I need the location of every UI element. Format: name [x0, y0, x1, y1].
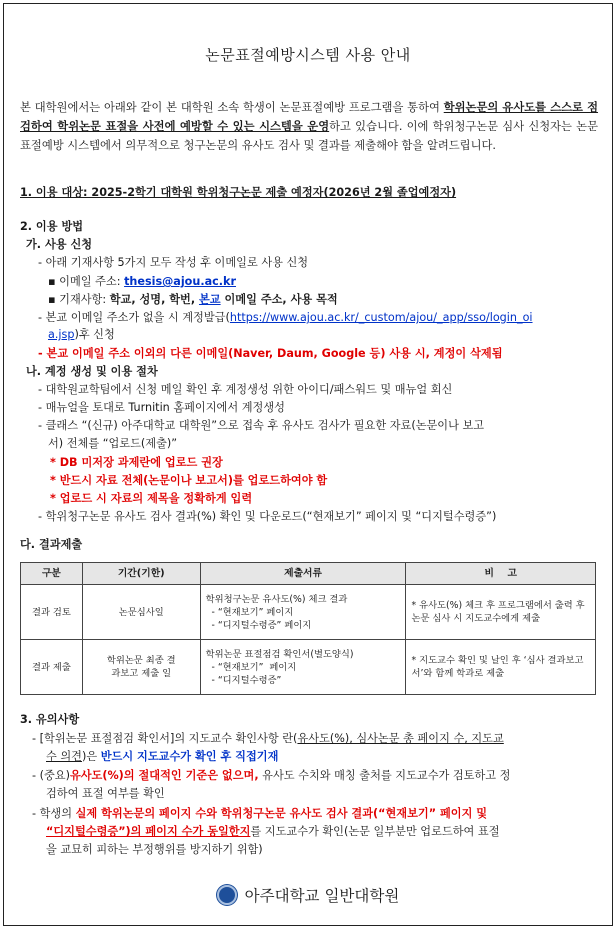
- na-line-3a: - 클래스 “(신규) 아주대학교 대학원”으로 접속 후 유사도 검사가 필요한 자료(논문이나 보고: [38, 419, 485, 432]
- subsection-na-heading: 나. 계정 생성 및 이용 절차: [26, 365, 158, 378]
- intro-text-1: 본 대학원에서는 아래와 같이 본 대학원 소속 학생이 논문표절예방 프로그램을 통하여: [20, 101, 444, 114]
- required-items-a: 학교, 성명, 학번,: [109, 293, 199, 306]
- subsection-ga-heading: 가. 사용 신청: [26, 238, 93, 251]
- table-cell-documents: [200, 585, 406, 640]
- notice-1-bold: 반드시 지도교수가 확인 후 직접기재: [100, 750, 279, 763]
- email-line: [48, 274, 236, 290]
- email-link[interactable]: thesis@ajou.ac.kr: [124, 275, 236, 288]
- table-cell-category: 결과 제출: [21, 640, 83, 695]
- required-items-c: 이메일 주소, 사용 목적: [220, 293, 338, 306]
- notice-1-underline-2: 수 의견: [46, 750, 82, 763]
- notice-1-line-2: [46, 749, 278, 765]
- section-2-heading: 2. 이용 방법: [20, 220, 84, 233]
- na-line-2: - 매뉴얼을 토대로 Turnitin 홈페이지에서 계정생성: [38, 401, 285, 414]
- account-link-part-1[interactable]: https://www.ajou.ac.kr/_custom/ajou/_app/sso/login_oi: [229, 311, 533, 324]
- doc-line: - “현재보기” 페이지: [205, 606, 294, 618]
- result-submission-table: [20, 562, 596, 695]
- subsection-da-heading: 다. 결과제출: [20, 538, 83, 551]
- email-label: ▪ 이메일 주소:: [48, 275, 125, 288]
- university-seal-icon: [217, 885, 237, 905]
- notice-1-text-2: )은: [81, 750, 101, 763]
- required-items-label: ▪ 기재사항:: [48, 293, 110, 306]
- ga-line-5-warning: - 본교 이메일 주소 이외의 다른 이메일(Naver, Daum, Google 등) 사용 시, 계정이 삭제됨: [38, 347, 503, 360]
- table-cell-note: * 지도교수 확인 및 날인 후 ‘심사 결과보고서’와 함께 학과로 제출: [406, 640, 596, 695]
- intro-paragraph: [20, 98, 598, 155]
- doc-line: 학위청구논문 유사도(%) 체크 결과: [205, 593, 348, 605]
- notice-1-line-1: [32, 731, 504, 747]
- ga-line-4: [38, 310, 533, 326]
- na-note-3: * 업로드 시 자료의 제목을 정확하게 입력: [50, 492, 253, 505]
- notice-2-line-2: 검하여 표절 여부를 확인: [46, 787, 165, 800]
- na-line-4: - 학위청구논문 유사도 검사 결과(%) 확인 및 다운로드(“현재보기” 페이지 및 “디지털수령증”): [38, 510, 497, 523]
- notice-1-underline: 유사도(%), 심사논문 총 페이지 수, 지도교: [297, 732, 504, 745]
- section-1-label: 1. 이용 대상: 2025-2학기 대학원 학위청구논문 제출 예정자(2026년 2월 졸업예정자): [20, 186, 457, 199]
- notice-3-line-3: 을 교묘히 피하는 부정행위를 방지하기 위함): [46, 843, 263, 856]
- section-1-heading: [20, 185, 456, 201]
- notice-2-red: 유사도(%)의 절대적인 기준은 없으며,: [69, 769, 259, 782]
- na-note-1: * DB 미저장 과제란에 업로드 권장: [50, 456, 223, 469]
- table-cell-note: * 유사도(%) 체크 후 프로그램에서 출력 후 논문 심사 시 지도교수에게 제출: [406, 585, 596, 640]
- notice-3-line-1: [32, 806, 487, 822]
- table-cell-category: 결과 검토: [21, 585, 83, 640]
- footer-university-name: 아주대학교 일반대학원: [244, 887, 400, 905]
- doc-line: 학위논문 표절점검 확인서(별도양식): [205, 648, 354, 660]
- page-title: 논문표절예방시스템 사용 안내: [205, 46, 411, 64]
- section-3-heading: 3. 유의사항: [20, 713, 80, 726]
- table-header-documents: 제출서류: [200, 563, 406, 585]
- footer: [0, 884, 616, 906]
- table-header-period: 기간(기한): [82, 563, 200, 585]
- notice-2-prefix: - (중요): [32, 769, 70, 782]
- ga-line-4-tail: )후 신청: [74, 328, 115, 341]
- table-header-row: [21, 563, 596, 585]
- na-line-3b: 서) 전체를 “업로드(제출)”: [48, 437, 178, 450]
- table-row: [21, 640, 596, 695]
- account-link-part-2[interactable]: a.jsp: [48, 328, 75, 341]
- notice-3-red-2: “디지털수령증”)의 페이지 수가 동일한지: [46, 825, 251, 838]
- doc-line: - “디지털수령증”: [205, 674, 282, 686]
- intro-text-2: 하고 있습니다. 이에 학위청구논문 심사 신청자는 논문표절예방 시스템에서 의무적으로 청구논문의 유사도 검사 및 결과를 제출해야 함을 알려드립니다.: [20, 120, 598, 152]
- table-header-category: 구분: [21, 563, 83, 585]
- table-header-notes: 비 고: [406, 563, 596, 585]
- na-line-1: - 대학원교학팀에서 신청 메일 확인 후 계정생성 위한 아이디/패스워드 및 매뉴얼 회신: [38, 383, 453, 396]
- notice-2-text: 유사도 수치와 매칭 출처를 지도교수가 검토하고 정: [258, 769, 511, 782]
- required-items-b: 본교: [198, 293, 221, 306]
- na-note-2: * 반드시 자료 전체(논문이나 보고서)를 업로드하여야 함: [50, 474, 328, 487]
- required-items-line: [48, 292, 338, 308]
- notice-3-red-1: 실제 학위논문의 페이지 수와 학위청구논문 유사도 검사 결과(“현재보기” 페이지 및: [75, 807, 488, 820]
- intro-emphasis: 학위논문의 유사도를 스스로 점검하여 학위논문 표절을 사전에 예방할 수 있는 시스템을 운영: [20, 101, 599, 133]
- notice-1-text: - [학위논문 표절점검 확인서]의 지도교수 확인사항 란(: [32, 732, 298, 745]
- notice-3-line-2: [46, 824, 500, 840]
- table-cell-period: 논문심사일: [82, 585, 200, 640]
- doc-line: - “현재보기” 페이지: [205, 661, 297, 673]
- notice-3-prefix: - 학생의: [32, 807, 76, 820]
- doc-line: - “디지털수령증” 페이지: [205, 619, 312, 631]
- ga-line-4-text: - 본교 이메일 주소가 없을 시 계정발급(: [38, 311, 230, 324]
- table-cell-period: 학위논문 최종 결과보고 제출 일: [82, 640, 200, 695]
- notice-2-line-1: [32, 768, 510, 784]
- table-cell-documents: [200, 640, 406, 695]
- table-row: [21, 585, 596, 640]
- notice-3-text: 를 지도교수가 확인(논문 일부분만 업로드하여 표절: [250, 825, 500, 838]
- ga-line-1: - 아래 기재사항 5가지 모두 작성 후 이메일로 사용 신청: [38, 256, 309, 269]
- ga-line-4b: [48, 327, 115, 343]
